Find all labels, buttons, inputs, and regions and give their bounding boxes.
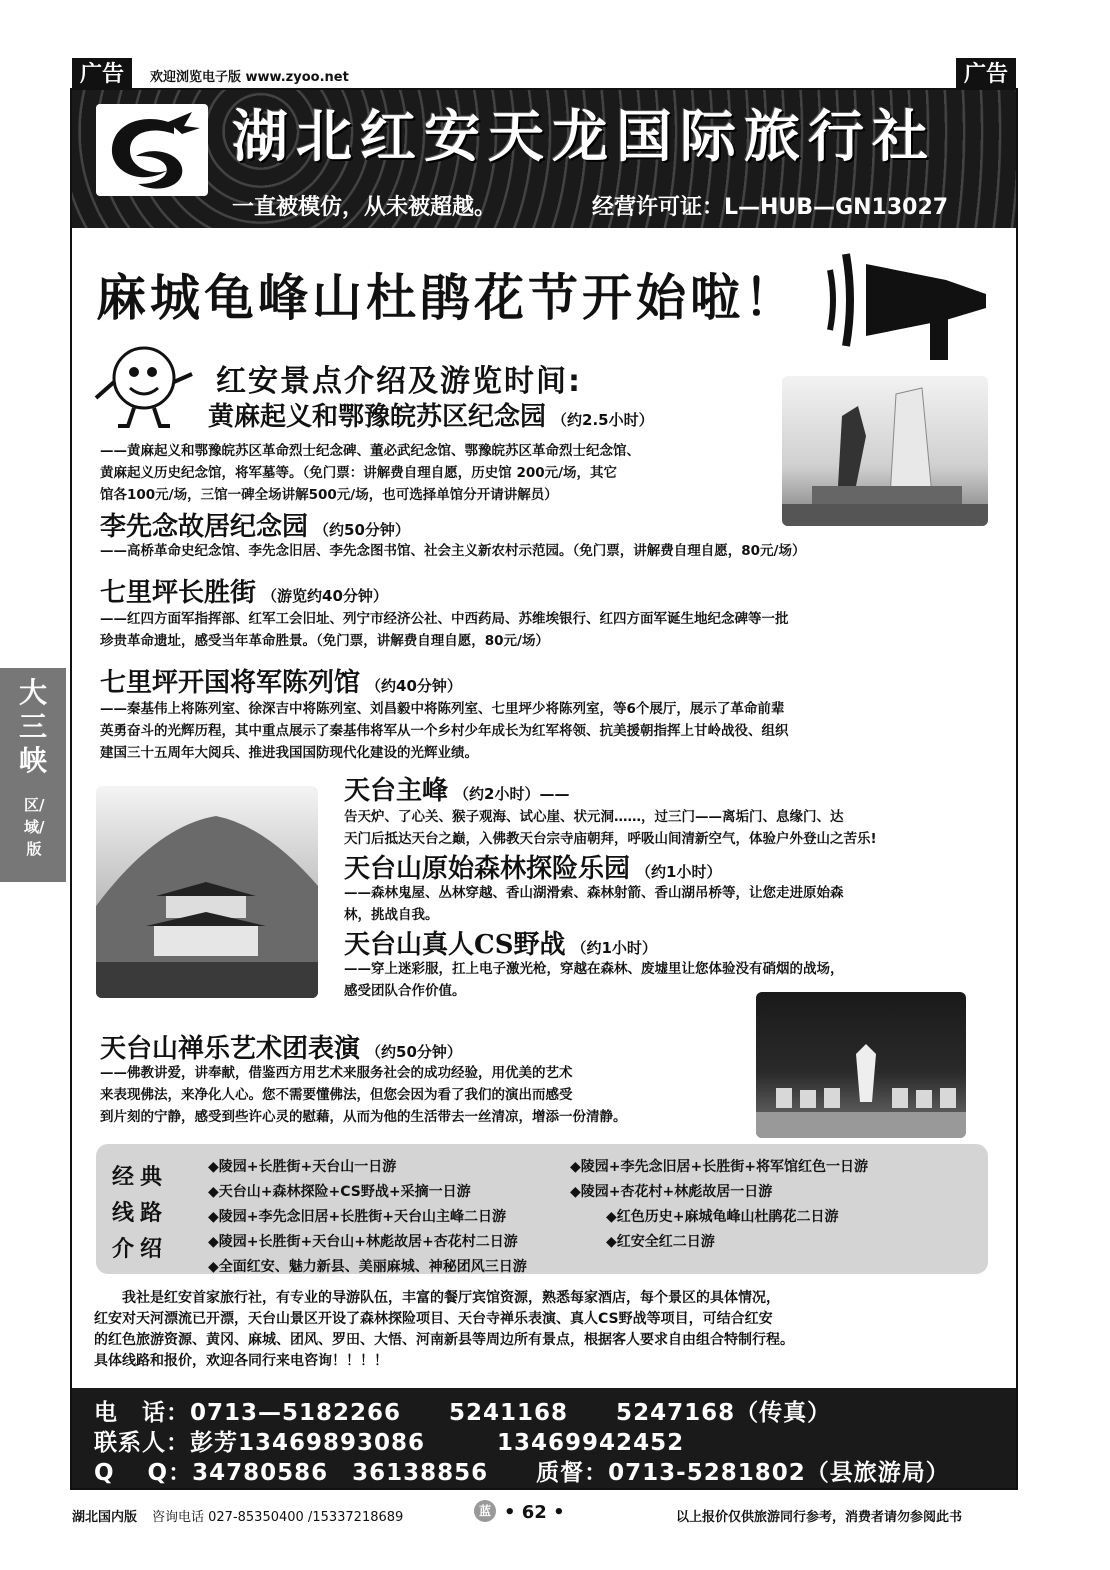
memorial-photo — [782, 376, 988, 526]
spot-name: 天台山原始森林探险乐园 — [344, 854, 631, 884]
spot-desc-tiantai-peak: 告天炉、了心关、猴子观海、试心崖、状元洞……，过三门——离垢门、息缘门、达 天门后抵达天台之巅，入佛教天台宗寺庙朝拜，呼吸山间清新空气，体验户外登山之苦乐! — [344, 809, 877, 847]
route-item: ◆天台山+森林探险+CS野战+采摘一日游 — [208, 1184, 471, 1200]
intro-title: 红安景点介绍及游览时间: — [216, 364, 582, 399]
spot-time: （约40分钟） — [366, 677, 462, 695]
spot-time: （约1小时） — [636, 863, 722, 881]
footer-consult: 咨询电话 027-85350400 /15337218689 — [152, 1510, 404, 1525]
spot-desc-li-xiannian: ——高桥革命史纪念馆、李先念旧居、李先念图书馆、社会主义新农村示范园。（免门票，讲解费自理自愿，80元/场） — [100, 543, 806, 559]
footer-edition: 湖北国内版 — [72, 1510, 138, 1525]
spot-name: 李先念故居纪念园 — [100, 512, 309, 542]
spot-name: 七里坪长胜街 — [100, 578, 257, 608]
festival-headline: 麻城龟峰山杜鹃花节开始啦！ — [96, 268, 798, 327]
spot-title-cs-field — [344, 924, 657, 961]
spot-desc-generals-museum: ——秦基伟上将陈列室、徐深吉中将陈列室、刘昌毅中将陈列室、七里坪少将陈列室，等6个展厅，展示了革命前辈 英勇奋斗的光辉历程，其中重点展示了秦基伟将军从一个乡村少年成长为红军将领、抗美援朝指挥上甘岭战役、组织 建国三十五周年大阅兵、推进我国国防现代化建设的光辉业绩。 — [100, 701, 789, 761]
route-item: ◆陵园+长胜街+天台山一日游 — [208, 1159, 397, 1175]
spot-name: 天台山真人CS野战 — [344, 930, 566, 960]
route-item: ◆陵园+杏花村+林彪故居一日游 — [570, 1184, 773, 1200]
spot-title-forest-park — [344, 848, 721, 885]
spot-title-zen-show — [100, 1028, 462, 1065]
spot-name: 七里坪开国将军陈列馆 — [100, 668, 361, 698]
agency-slogan: 一直被模仿，从未被超越。 — [232, 195, 497, 220]
route-item: ◆红色历史+麻城龟峰山杜鹃花二日游 — [606, 1209, 839, 1225]
spot-title-generals-museum — [100, 662, 462, 699]
route-item: ◆陵园+李先念旧居+长胜街+将军馆红色一日游 — [570, 1159, 868, 1175]
spot-time: （游览约40分钟） — [262, 587, 388, 605]
spot-time: （约2.5小时） — [552, 411, 654, 429]
megaphone-icon — [826, 234, 996, 370]
agency-title: 湖北红安天龙国际旅行社 — [232, 104, 936, 170]
ad-label-left: 广告 — [72, 58, 132, 92]
spot-name: 天台主峰 — [344, 776, 449, 806]
ad-label-right: 广告 — [956, 58, 1016, 92]
spot-title-li-xiannian — [100, 506, 410, 543]
spot-title-changsheng-street — [100, 572, 388, 609]
spot-time: （约50分钟） — [314, 521, 410, 539]
spot-name: 黄麻起义和鄂豫皖苏区纪念园 — [208, 402, 547, 432]
mascot-icon — [88, 338, 198, 434]
route-item: ◆全面红安、魅力新县、美丽麻城、神秘团风三日游 — [208, 1259, 527, 1275]
side-tab-subtitle: 区/域/版 — [24, 796, 45, 858]
footer-disclaimer: 以上报价仅供旅游同行参考，消费者请勿参阅此书 — [676, 1510, 963, 1525]
region-side-tab — [0, 668, 66, 882]
route-item: ◆陵园+长胜街+天台山+林彪故居+杏花村二日游 — [208, 1234, 518, 1250]
spot-desc-changsheng-street: ——红四方面军指挥部、红军工会旧址、列宁市经济公社、中西药局、苏维埃银行、红四方面军诞生地纪念碑等一批 珍贵革命遗址，感受当年革命胜景。（免门票，讲解费自理自愿，80元/场） — [100, 611, 789, 649]
edition-badge-icon: 蓝 — [474, 1500, 496, 1522]
spot-time: （约50分钟） — [366, 1043, 462, 1061]
spot-name: 天台山禅乐艺术团表演 — [100, 1034, 361, 1064]
contact-block — [72, 1388, 1016, 1488]
route-item: ◆红安全红二日游 — [606, 1234, 715, 1250]
agency-about: 我社是红安首家旅行社，有专业的导游队伍，丰富的餐厅宾馆资源，熟悉每家酒店，每个景区的具体情况， 红安对天河漂流已开漂，天台山景区开设了森林探险项目、天台寺禅乐表演、真人CS野战等项目，可结合红安 的红色旅游资源、黄冈、麻城、团风、罗田、大悟、河南新县等周边所有景点，根据客人要求自由组合特制行程。 具体线路和报价，欢迎各同行来电咨询！！！！ — [94, 1290, 794, 1369]
contact-qq: Q Q：34780586 36138856 质督：0713-5281802（县旅游局） — [94, 1460, 950, 1486]
spot-time: （约1小时） — [571, 939, 657, 957]
side-tab-title: 大三峡 — [18, 676, 47, 777]
page-number: • 62 • — [504, 1502, 565, 1523]
spot-desc-memorial-park: ——黄麻起义和鄂豫皖苏区革命烈士纪念碑、董必武纪念馆、鄂豫皖苏区革命烈士纪念馆、 黄麻起义历史纪念馆，将军墓等。（免门票：讲解费自理自愿，历史馆 200元/场，其它 馆各100元/场，三馆一碑全场讲解500元/场，也可选择单馆分开请讲解员） — [100, 443, 640, 503]
performance-photo — [756, 992, 966, 1138]
temple-photo — [96, 786, 318, 998]
contact-phone: 电 话：0713—5182266 5241168 5247168（传真） — [94, 1400, 832, 1426]
spot-title-tiantai-peak — [344, 770, 569, 807]
contact-person: 联系人：彭芳13469893086 13469942452 — [94, 1430, 685, 1456]
spot-desc-zen-show: ——佛教讲爱，讲奉献，借鉴西方用艺术来服务社会的成功经验，用优美的艺术 来表现佛法，来净化人心。您不需要懂佛法，但您会因为看了我们的演出而感受 到片刻的宁静，感受到些许心灵的慰藉，从而为他的生活带去一丝清凉，增添一份清静。 — [100, 1065, 627, 1125]
spot-title-memorial-park — [208, 396, 654, 433]
dragon-logo-icon — [96, 104, 208, 196]
spot-desc-forest-park: ——森林鬼屋、丛林穿越、香山湖滑索、森林射箭、香山湖吊桥等，让您走进原始森 林，挑战自我。 — [344, 885, 844, 923]
spot-time: （约2小时）—— — [454, 785, 570, 803]
routes-title: 经典 线路 介绍 — [112, 1165, 169, 1262]
welcome-text: 欢迎浏览电子版 www.zyoo.net — [150, 70, 349, 85]
license-number: 经营许可证：L—HUB—GN13027 — [592, 195, 949, 220]
spot-desc-cs-field: ——穿上迷彩服，扛上电子激光枪，穿越在森林、废墟里让您体验没有硝烟的战场， 感受团队合作价值。 — [344, 961, 844, 999]
route-item: ◆陵园+李先念旧居+长胜街+天台山主峰二日游 — [208, 1209, 506, 1225]
